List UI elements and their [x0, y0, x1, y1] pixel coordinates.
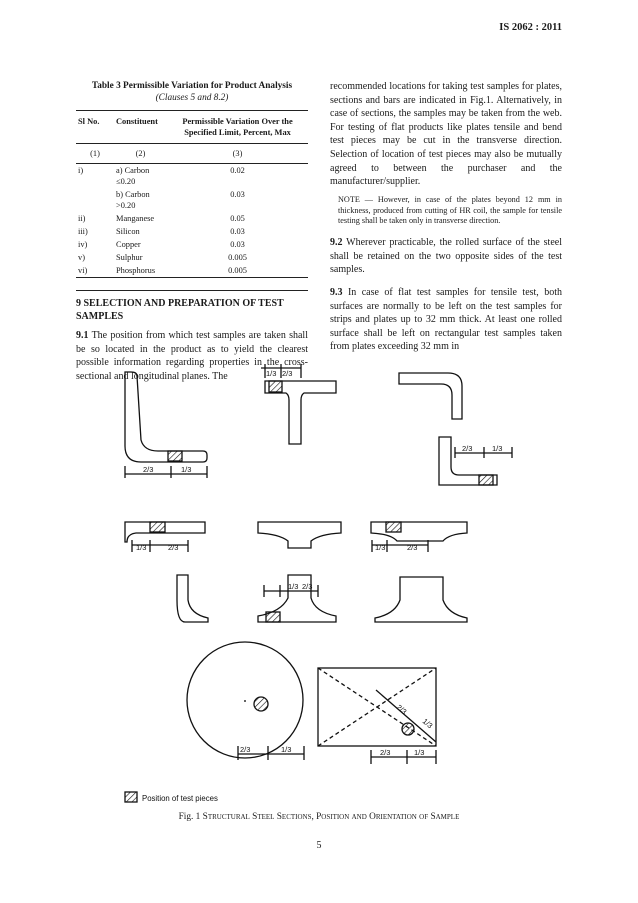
col-number: (3): [167, 144, 308, 164]
paragraph-text: The position from which test samples are taken shall be so located in the product as to yield the clearest possible information regarding properties in the cross-sectional and longitudinal planes. The: [76, 330, 308, 382]
dim-label: 2/3: [302, 582, 313, 591]
dim-label: 2/3: [282, 369, 293, 378]
table-title: Table 3 Permissible Variation for Product Analysis: [91, 81, 293, 91]
dim-label: 1/3: [420, 716, 435, 731]
dim-label: 2/3: [143, 465, 154, 474]
dim-label: 2/3: [394, 702, 409, 717]
standard-header: IS 2062 : 2011: [499, 22, 562, 33]
cell-constituent: Silicon: [116, 227, 140, 236]
figure-number: Fig. 1: [178, 812, 201, 822]
cell-variation: 0.03: [230, 227, 245, 236]
channel-section-lower: [177, 575, 208, 622]
figure-title: Structural Steel Sections, Position and Orientation of Sample: [202, 812, 460, 822]
cell-constituent: a) Carbon ≤0.20: [116, 166, 150, 186]
clause-number: 9.1: [76, 330, 89, 341]
col-header-constituent: Constituent: [114, 111, 167, 144]
paragraph-text: In case of flat test samples for tensile test, both surfaces are normally to be left on the test samples for strips and plates up to 32 mm thick. At least one rolled surface shall be left on rectangular test samples taken from plates exceeding 32 mm in: [330, 286, 563, 353]
col-header-variation: Permissible Variation Over the Specified Limit, Percent, Max: [167, 111, 308, 144]
test-piece-hatch: [402, 723, 414, 735]
cell-variation: 0.03: [230, 190, 245, 199]
test-piece-hatch: [266, 612, 280, 622]
angle-section-2: [399, 373, 462, 419]
note: NOTE — However, in case of the plates beyond 12 mm in thickness, produced from cutting of HR coil, the sample for tensile testing shall be taken only in transverse direction.: [338, 194, 562, 226]
section-9-heading: 9 SELECTION AND PREPARATION OF TEST SAMPLES: [76, 290, 308, 323]
dim-label: 1/3: [375, 543, 386, 552]
wide-flange-section-lower: [375, 577, 467, 622]
cell-sl: iii): [78, 227, 88, 236]
i-beam-section-1: [258, 522, 341, 548]
legend-swatch: [125, 792, 137, 802]
cell-constituent: Sulphur: [116, 253, 143, 262]
dim-label: 1/3: [136, 543, 147, 552]
cell-sl: v): [78, 253, 85, 262]
cell-sl: vi): [76, 264, 114, 278]
paragraph-text: Wherever practicable, the rolled surface of the steel shall be retained on the two opposite sides of the test samples.: [330, 237, 562, 276]
figure-caption: [0, 812, 638, 822]
cell-variation: 0.03: [230, 240, 245, 249]
cell-constituent: Phosphorus: [114, 264, 167, 278]
test-piece-hatch: [269, 381, 282, 392]
cell-variation: 0.005: [228, 253, 247, 262]
clause-number: 9.2: [330, 237, 343, 249]
test-piece-hatch: [150, 522, 165, 532]
cell-constituent: b) Carbon >0.20: [116, 190, 150, 210]
dim-label: 2/3: [407, 543, 418, 552]
angle-section-1: [125, 372, 207, 462]
cell-constituent: Copper: [116, 240, 141, 249]
dim-label: 2/3: [380, 748, 391, 757]
dim-label: 2/3: [240, 745, 251, 754]
dim-label: 1/3: [288, 582, 299, 591]
table-clauses: (Clauses 5 and 8.2): [155, 93, 229, 103]
cell-sl: iv): [78, 240, 88, 249]
col-number: (2): [114, 144, 167, 164]
cell-sl: i): [78, 166, 84, 175]
test-piece-hatch: [479, 475, 493, 485]
dim-label: 1/3: [414, 748, 425, 757]
test-piece-hatch: [386, 522, 401, 532]
cell-variation: 0.05: [230, 214, 245, 223]
paragraph-9-1-continued: recommended locations for taking test samples for plates, sections and bars are indicated in Fig.1. Alternatively, in case of sections, the samples may be taken from the web. For testing of flat products like plates tensile and bend test pieces may be cut in the transverse direction. Selection of location of test pieces may also be mutually agreed to between the purchaser and the manufacturer/supplier.: [330, 81, 562, 188]
dim-label: 1/3: [281, 745, 292, 754]
col-header-sl: Sl No.: [76, 111, 114, 144]
dim-label: 2/3: [168, 543, 179, 552]
cell-constituent: Manganese: [116, 214, 155, 223]
cell-variation: 0.02: [230, 166, 245, 175]
dim-label: 1/3: [266, 369, 277, 378]
legend-label: Position of test pieces: [142, 794, 218, 803]
clause-number: 9.3: [330, 286, 343, 298]
test-piece-hatch: [168, 451, 182, 461]
dim-label: 1/3: [181, 465, 192, 474]
cell-variation: 0.005: [167, 264, 308, 278]
cell-sl: ii): [78, 214, 86, 223]
col-number: (1): [76, 144, 114, 164]
dim-label: 1/3: [492, 444, 503, 453]
dim-label: 2/3: [462, 444, 473, 453]
test-piece-hatch: [254, 697, 268, 711]
page-number: 5: [316, 840, 322, 851]
